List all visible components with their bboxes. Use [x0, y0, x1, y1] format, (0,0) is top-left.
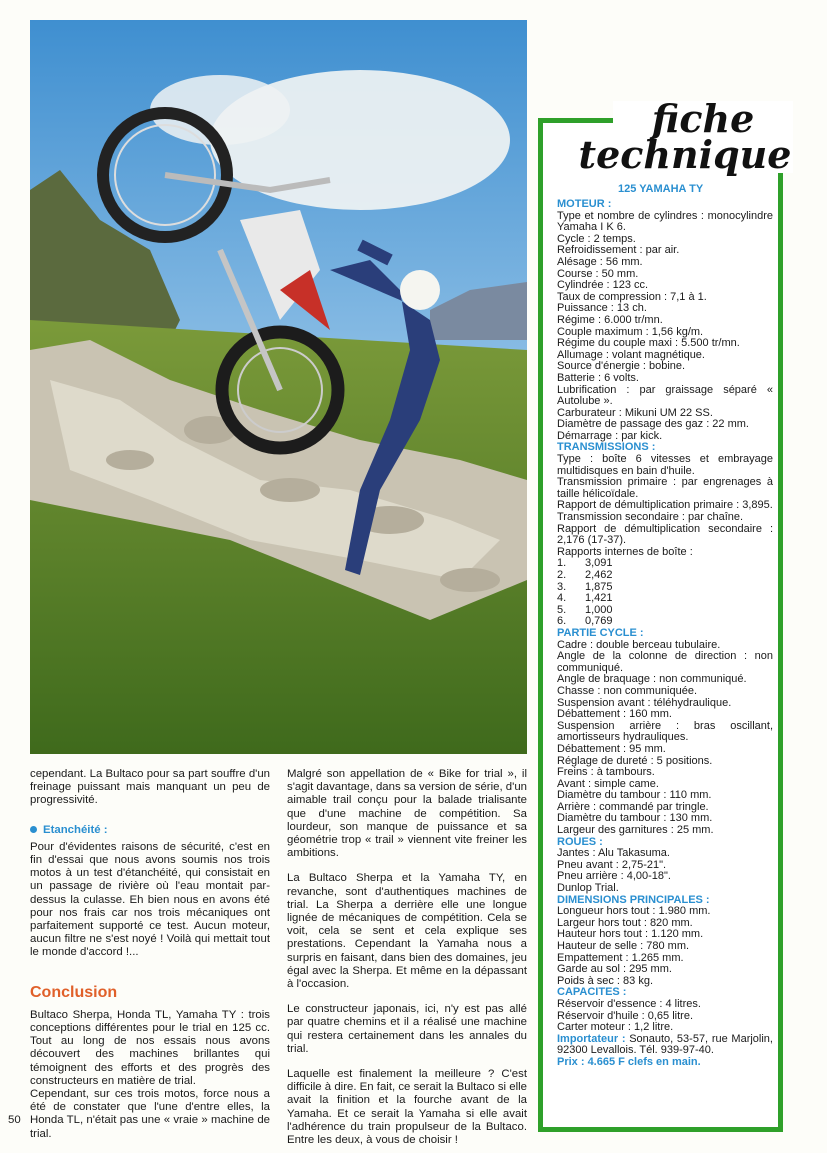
spec-line: Empattement : 1.265 mm. [557, 951, 684, 964]
spec-line: Longueur hors tout : 1.980 mm. [557, 905, 711, 918]
gear-ratio: 1,000 [585, 603, 613, 616]
spec-line: Garde au sol : 295 mm. [557, 963, 672, 976]
spec-box [538, 96, 792, 1132]
gear-ratio: 0,769 [585, 615, 613, 628]
section-heading: MOTEUR : [557, 198, 612, 210]
spec-line: Type et nombre de cylindres : monocylindre Yamaha I K 6. [557, 209, 773, 234]
gear-ratios-list [557, 558, 773, 628]
spec-line: Alésage : 56 mm. [557, 255, 643, 268]
roues-list [557, 848, 773, 894]
spec-line: Diamètre de passage des gaz : 22 mm. [557, 418, 749, 431]
spec-line: Démarrage : par kick. [557, 429, 663, 442]
importateur-line [557, 1034, 773, 1057]
conclusion-paragraph: Cependant, sur ces trois motos, force nous a été de constater que l'une d'entre elles, la Honda TL, n'était pas une « vraie » machine de trial. [30, 1088, 270, 1140]
spec-line: Carter moteur : 1,2 litre. [557, 1021, 674, 1034]
spec-title-line2: technique [578, 132, 792, 177]
spec-subtitle: 125 YAMAHA TY [618, 183, 704, 195]
gear-ratio: 1,421 [585, 592, 613, 605]
section-heading: TRANSMISSIONS : [557, 441, 656, 454]
moteur-list [557, 211, 773, 443]
spec-line: Angle de la colonne de direction : non communiqué. [557, 650, 773, 674]
importateur-text: Sonauto, 53-57, rue Marjolin, 92300 Levallois. Tél. 939-97-40. [557, 1032, 773, 1057]
partie-cycle-list [557, 640, 773, 837]
spec-line: Suspension avant : téléhydraulique. [557, 696, 732, 709]
spec-line: Course : 50 mm. [557, 267, 639, 280]
spec-title-line1: fiche [651, 96, 755, 141]
spec-line: Rapport de démultiplication secondaire : 2,176 (17-37). [557, 522, 773, 547]
spec-line: Cylindrée : 123 cc. [557, 279, 649, 292]
trial-motorcycle-photo [30, 20, 527, 754]
price: Prix : 4.665 F clefs en main. [557, 1055, 701, 1068]
dimensions-list [557, 906, 773, 987]
spec-line: Poids à sec : 83 kg. [557, 974, 653, 987]
spec-line: Suspension arrière : bras oscillant, amortisseurs hydrauliques. [557, 719, 773, 744]
spec-line: Diamètre du tambour : 110 mm. [557, 789, 712, 802]
spec-line: Rapports internes de boîte : [557, 545, 693, 558]
paragraph: Le constructeur japonais, ici, n'y est pas allé par quatre chemins et il a réalisé une machine qui restera certainement dans les annales du trial. [287, 1003, 527, 1055]
left-text-column [30, 768, 270, 1147]
spec-line: Pneu arrière : 4,00-18". [557, 870, 671, 883]
gear-ratio: 3,091 [585, 557, 613, 570]
page-number: 50 [8, 1114, 21, 1126]
spec-line: Carburateur : Mikuni UM 22 SS. [557, 406, 713, 419]
spec-line: Débattement : 95 mm. [557, 742, 666, 755]
spec-line: Largeur hors tout : 820 mm. [557, 916, 693, 929]
spec-line: Avant : simple came. [557, 777, 659, 790]
paragraph: Laquelle est finalement la meilleure ? C'est difficile à dire. En fait, ce serait la Bultaco si elle avait la finition et la fourche avant de la Yamaha. Et ce serait la Yamaha si elle avait l'adhérence du train propulseur de la Bultaco. Entre les deux, à vous de choisir ! [287, 1068, 527, 1147]
conclusion-paragraph: Bultaco Sherpa, Honda TL, Yamaha TY : trois conceptions différentes pour le trial en 125 cc. Tout au long de nos essais nous avons découvert des machines brillantes qui témoignent des efforts et des progrès des constructeurs en matière de trial. [30, 1008, 270, 1087]
paragraph: Malgré son appellation de « Bike for trial », il s'agit davantage, dans sa version de série, d'un aimable trail conçu pour la balade trialisante que d'une machine de compétition. Sa lourdeur, son manque de puissance et sa géométrie trop « trail » viennent vite freiner les ambitions. [287, 768, 527, 860]
paragraph: cependant. La Bultaco pour sa part souffre d'un freinage puissant mais manquant un peu de progressivité. [30, 768, 270, 807]
spec-line: Régime du couple maxi : 5.500 tr/mn. [557, 337, 740, 350]
spec-line: Transmission secondaire : par chaîne. [557, 511, 744, 524]
spec-line: Cycle : 2 temps. [557, 232, 636, 245]
spec-line: Réservoir d'huile : 0,65 litre. [557, 1009, 693, 1022]
spec-line: Taux de compression : 7,1 à 1. [557, 290, 707, 303]
spec-body [557, 199, 773, 1069]
paragraph: La Bultaco Sherpa et la Yamaha TY, en revanche, sont d'authentiques machines de trial. La Sherpa a derrière elle une longue lignée de mécaniques de compétition. Cela se voit, cela se sent et cela explique ses prestations. Cependant la Yamaha nous a surpris en faisant, dans bien des domaines, jeu égal avec la Sherpa. Et même en la dépassant à l'occasion. [287, 872, 527, 991]
transmissions-list [557, 454, 773, 558]
spec-title [578, 96, 793, 177]
spec-line: Allumage : volant magnétique. [557, 348, 705, 361]
photo-illustration [30, 20, 527, 754]
gear-number: 5. [557, 603, 567, 616]
spec-line: Réservoir d'essence : 4 litres. [557, 997, 701, 1010]
capacites-list [557, 999, 773, 1034]
gear-ratio: 2,462 [585, 569, 613, 581]
spec-line: Réglage de dureté : 5 positions. [557, 754, 713, 767]
spec-line: Rapport de démultiplication primaire : 3,895. [557, 499, 773, 512]
spec-line: Chasse : non communiquée. [557, 684, 698, 697]
spec-line: Hauteur de selle : 780 mm. [557, 940, 690, 952]
gear-number: 4. [557, 592, 567, 605]
spec-line: Jantes : Alu Takasuma. [557, 847, 670, 860]
spec-line: Couple maximum : 1,56 kg/m. [557, 325, 704, 338]
spec-line: Transmission primaire : par engrenages à taille hélicoïdale. [557, 476, 773, 500]
spec-line: Régime : 6.000 tr/mn. [557, 313, 663, 326]
spec-line: Débattement : 160 mm. [557, 708, 672, 721]
spec-line: Type : boîte 6 vitesses et embrayage multidisques en bain d'huile. [557, 453, 773, 477]
spec-line: Largeur des garnitures : 25 mm. [557, 824, 714, 837]
bullet-icon [30, 826, 37, 833]
gear-number: 2. [557, 569, 567, 581]
spec-line: Diamètre du tambour : 130 mm. [557, 812, 713, 825]
spec-line: Hauteur hors tout : 1.120 mm. [557, 928, 704, 941]
etancheite-heading-text: Etanchéité : [43, 823, 108, 836]
section-heading: CAPACITES : [557, 986, 627, 999]
spec-line: Source d'énergie : bobine. [557, 360, 686, 373]
etancheite-paragraph: Pour d'évidentes raisons de sécurité, c'est en fin d'essai que nous avons soumis nos trois motos à un test d'étanchéité, qui consistait en un passage de rivière où l'eau montait par-dessus la culasse. Eh bien nous en avons été pour nos frais car nos trois mécaniques ont parfaitement supporté ce test. Aucun moteur, aucun filtre ne s'est noyé ! Voilà qui mettait tout le monde d'accord !... [30, 840, 270, 959]
spec-line: Batterie : 6 volts. [557, 371, 639, 384]
etancheite-heading [30, 824, 270, 837]
gear-ratio-row [557, 570, 773, 582]
middle-text-column [287, 768, 527, 1153]
spec-line: Lubrification : par graissage séparé « Autolube ». [557, 383, 773, 408]
section-heading: ROUES : [557, 835, 603, 848]
spec-line: Cadre : double berceau tubulaire. [557, 638, 721, 651]
section-heading: PARTIE CYCLE : [557, 626, 644, 639]
spec-line: Freins : à tambours. [557, 766, 655, 779]
importateur-label: Importateur : [557, 1032, 626, 1045]
gear-ratio: 1,875 [585, 580, 613, 593]
gear-number: 6. [557, 615, 567, 628]
spec-line: Pneu avant : 2,75-21". [557, 858, 667, 871]
section-heading: DIMENSIONS PRINCIPALES : [557, 893, 710, 906]
spec-line: Dunlop Trial. [557, 882, 619, 895]
spec-line: Refroidissement : par air. [557, 244, 680, 257]
spec-line: Arrière : commandé par tringle. [557, 800, 709, 813]
spec-line: Puissance : 13 ch. [557, 302, 647, 315]
conclusion-heading: Conclusion [30, 983, 118, 1001]
gear-number: 3. [557, 580, 567, 593]
gear-number: 1. [557, 557, 567, 570]
spec-line: Angle de braquage : non communiqué. [557, 673, 747, 686]
